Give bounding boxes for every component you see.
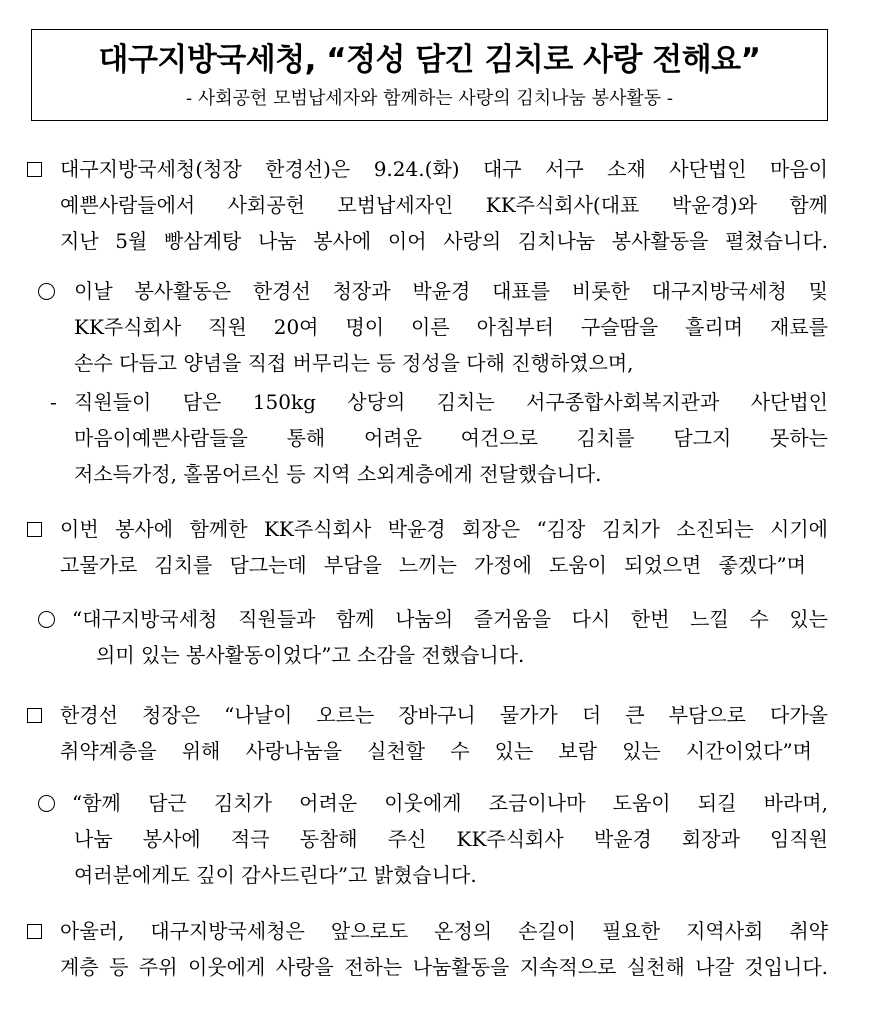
paragraph-line: 의미 있는 봉사활동이었다”고 소감을 전했습니다.: [96, 643, 525, 667]
paragraph-line: KK주식회사 직원 20여 명이 이른 아침부터 구슬땀을 흘리며 재료를: [74, 315, 828, 339]
paragraph-line: 대구지방국세청(청장 한경선)은 9.24.(화) 대구 서구 소재 사단법인 마음이: [60, 157, 828, 181]
circle-bullet-icon: [38, 602, 55, 637]
dash-marker: -: [50, 390, 57, 414]
square-bullet-icon: [27, 152, 42, 187]
paragraph-line: 한경선 청장은 “나날이 오르는 장바구니 물가가 더 큰 부담으로 다가올: [60, 703, 828, 727]
title-box: [31, 29, 828, 121]
paragraph-line: 계층 등 주위 이웃에게 사랑을 전하는 나눔활동을 지속적으로 실천해 나갈 것입니다.: [60, 955, 829, 979]
paragraph-line: “대구지방국세청 직원들과 함께 나눔의 즐거움을 다시 한번 느낄 수 있는: [72, 607, 828, 631]
paragraph-line: 손수 다듬고 양념을 직접 버무리는 등 정성을 다해 진행하였으며,: [74, 351, 634, 375]
circle-bullet-icon: [38, 274, 55, 309]
paragraph-line: 고물가로 김치를 담그는데 부담을 느끼는 가정에 도움이 되었으면 좋겠다”며: [60, 553, 806, 577]
paragraph-line: 마음이예쁜사람들을 통해 어려운 여건으로 김치를 담그지 못하는: [74, 426, 828, 450]
paragraph-line: 취약계층을 위해 사랑나눔을 실천할 수 있는 보람 있는 시간이었다”며: [60, 739, 812, 763]
square-bullet-icon: [27, 914, 42, 949]
square-bullet-icon: [27, 698, 42, 733]
paragraph-line: 이날 봉사활동은 한경선 청장과 박윤경 대표를 비롯한 대구지방국세청 및: [74, 279, 828, 303]
paragraph-line: 저소득가정, 홀몸어르신 등 지역 소외계층에게 전달했습니다.: [74, 462, 602, 486]
page-subtitle: - 사회공헌 모범납세자와 함께하는 사랑의 김치나눔 봉사활동 -: [186, 88, 673, 109]
page-title: 대구지방국세청, “정성 담긴 김치로 사랑 전해요”: [98, 42, 761, 78]
paragraph-line: 직원들이 담은 150kg 상당의 김치는 서구종합사회복지관과 사단법인: [74, 390, 828, 414]
paragraph-line: 이번 봉사에 함께한 KK주식회사 박윤경 회장은 “김장 김치가 소진되는 시기에: [60, 517, 828, 541]
square-bullet-icon: [27, 512, 42, 547]
circle-bullet-icon: [38, 786, 55, 821]
paragraph-line: “함께 담근 김치가 어려운 이웃에게 조금이나마 도움이 되길 바라며,: [72, 791, 828, 815]
paragraph-line: 지난 5월 빵삼계탕 나눔 봉사에 이어 사랑의 김치나눔 봉사활동을 펼쳤습니다.: [60, 229, 828, 253]
paragraph-line: 나눔 봉사에 적극 동참해 주신 KK주식회사 박윤경 회장과 임직원: [74, 827, 828, 851]
paragraph-line: 여러분에게도 깊이 감사드린다”고 밝혔습니다.: [74, 863, 477, 887]
paragraph-line: 아울러, 대구지방국세청은 앞으로도 온정의 손길이 필요한 지역사회 취약: [60, 919, 828, 943]
paragraph-line: 예쁜사람들에서 사회공헌 모범납세자인 KK주식회사(대표 박윤경)와 함께: [60, 193, 828, 217]
